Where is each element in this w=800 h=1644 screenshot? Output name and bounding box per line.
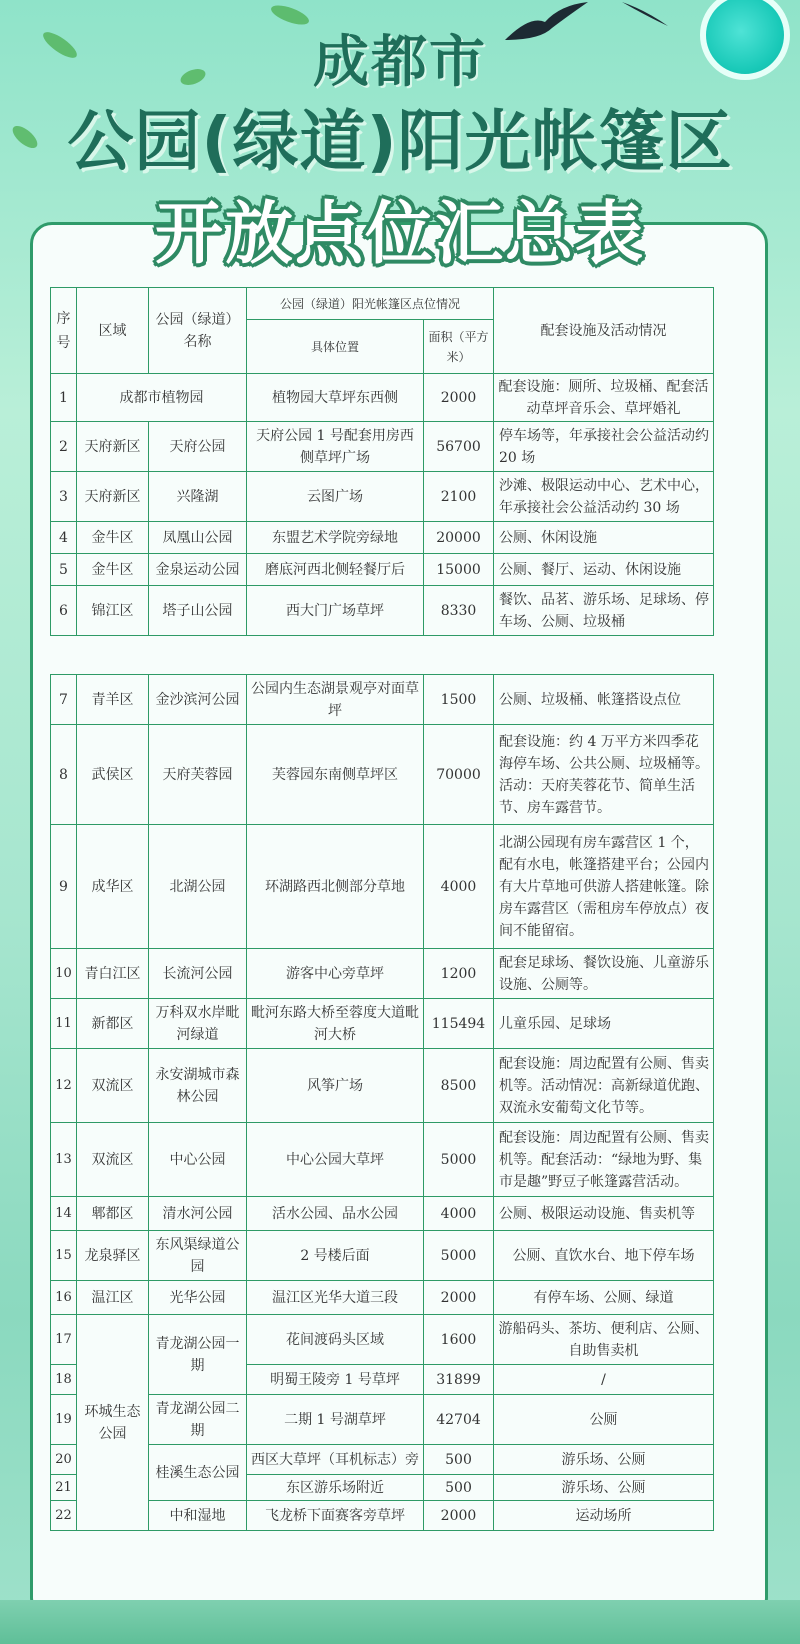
- table-row: [51, 1123, 714, 1197]
- row-area: 20000: [424, 522, 494, 554]
- row-facilities: 配套足球场、餐饮设施、儿童游乐设施、公厕等。: [494, 949, 714, 999]
- row-seq: 5: [51, 554, 77, 586]
- row-district: 金牛区: [77, 554, 149, 586]
- row-facilities: 游船码头、茶坊、便利店、公厕、自助售卖机: [494, 1315, 714, 1365]
- row-district: 武侯区: [77, 725, 149, 825]
- row-facilities: 公厕、休闲设施: [494, 522, 714, 554]
- row-park: 长流河公园: [149, 949, 247, 999]
- row-location: 云图广场: [247, 472, 424, 522]
- row-seq: 17: [51, 1315, 77, 1365]
- row-district: 环城生态公园: [77, 1315, 149, 1531]
- row-district: 龙泉驿区: [77, 1231, 149, 1281]
- table-row: [51, 999, 714, 1049]
- row-location: 西区大草坪（耳机标志）旁: [247, 1445, 424, 1475]
- row-location: 西大门广场草坪: [247, 586, 424, 636]
- header-location: 具体位置: [247, 320, 424, 374]
- row-seq: 14: [51, 1197, 77, 1231]
- table-row: [51, 725, 714, 825]
- title-summary: 开放点位汇总表: [154, 195, 645, 274]
- table-row: [51, 1315, 714, 1365]
- row-facilities: 配套设施：厕所、垃圾桶、配套活动草坪音乐会、草坪婚礼: [494, 374, 714, 422]
- row-park: 塔子山公园: [149, 586, 247, 636]
- row-facilities: 公厕、直饮水台、地下停车场: [494, 1231, 714, 1281]
- row-park: 中和湿地: [149, 1501, 247, 1531]
- row-location: 游客中心旁草坪: [247, 949, 424, 999]
- table-row: [51, 1281, 714, 1315]
- row-park: 桂溪生态公园: [149, 1445, 247, 1501]
- row-location: 花间渡码头区域: [247, 1315, 424, 1365]
- row-location: 温江区光华大道三段: [247, 1281, 424, 1315]
- row-park: 青龙湖公园二期: [149, 1395, 247, 1445]
- row-district: 锦江区: [77, 586, 149, 636]
- row-facilities: 公厕、餐厅、运动、休闲设施: [494, 554, 714, 586]
- row-facilities: 停车场等，年承接社会公益活动约 20 场: [494, 422, 714, 472]
- row-park: 永安湖城市森林公园: [149, 1049, 247, 1123]
- row-location: 天府公园 1 号配套用房西侧草坪广场: [247, 422, 424, 472]
- row-area: 1500: [424, 675, 494, 725]
- row-facilities: 运动场所: [494, 1501, 714, 1531]
- row-seq: 4: [51, 522, 77, 554]
- row-seq: 18: [51, 1365, 77, 1395]
- row-district: 成都市植物园: [77, 374, 247, 422]
- row-district: 新都区: [77, 999, 149, 1049]
- row-location: 环湖路西北侧部分草地: [247, 825, 424, 949]
- table-row: [51, 422, 714, 472]
- ground-decoration: [0, 1600, 800, 1644]
- summary-table-part2: [50, 674, 714, 1531]
- row-location: 二期 1 号湖草坪: [247, 1395, 424, 1445]
- row-district: 成华区: [77, 825, 149, 949]
- row-seq: 1: [51, 374, 77, 422]
- row-area: 70000: [424, 725, 494, 825]
- row-location: 中心公园大草坪: [247, 1123, 424, 1197]
- row-district: 天府新区: [77, 472, 149, 522]
- row-area: 2000: [424, 1501, 494, 1531]
- row-park: 金泉运动公园: [149, 554, 247, 586]
- table-row: [51, 586, 714, 636]
- row-park: 金沙滨河公园: [149, 675, 247, 725]
- row-seq: 3: [51, 472, 77, 522]
- row-location: 风筝广场: [247, 1049, 424, 1123]
- row-area: 15000: [424, 554, 494, 586]
- row-location: 活水公园、品水公园: [247, 1197, 424, 1231]
- row-area: 115494: [424, 999, 494, 1049]
- row-seq: 6: [51, 586, 77, 636]
- header-area: 面积（平方米）: [424, 320, 494, 374]
- row-area: 5000: [424, 1123, 494, 1197]
- row-facilities: /: [494, 1365, 714, 1395]
- row-park: 青龙湖公园一期: [149, 1315, 247, 1395]
- row-facilities: 餐饮、品茗、游乐场、足球场、停车场、公厕、垃圾桶: [494, 586, 714, 636]
- row-facilities: 有停车场、公厕、绿道: [494, 1281, 714, 1315]
- row-park: 天府芙蓉园: [149, 725, 247, 825]
- row-location: 芙蓉园东南侧草坪区: [247, 725, 424, 825]
- row-seq: 21: [51, 1475, 77, 1501]
- row-district: 天府新区: [77, 422, 149, 472]
- row-location: 飞龙桥下面赛客旁草坪: [247, 1501, 424, 1531]
- row-area: 8500: [424, 1049, 494, 1123]
- table-row: [51, 949, 714, 999]
- row-seq: 10: [51, 949, 77, 999]
- table-row: [51, 1445, 714, 1475]
- row-area: 2000: [424, 374, 494, 422]
- row-area: 2100: [424, 472, 494, 522]
- row-seq: 9: [51, 825, 77, 949]
- row-district: 双流区: [77, 1123, 149, 1197]
- table-row: [51, 1501, 714, 1531]
- table-row: [51, 472, 714, 522]
- row-seq: 15: [51, 1231, 77, 1281]
- row-location: 2 号楼后面: [247, 1231, 424, 1281]
- row-facilities: 公厕、极限运动设施、售卖机等: [494, 1197, 714, 1231]
- row-facilities: 配套设施：周边配置有公厕、售卖机等。配套活动：“绿地为野、集市是趣”野豆子帐篷露营活动。: [494, 1123, 714, 1197]
- title-city: 成都市: [313, 30, 487, 95]
- row-park: 北湖公园: [149, 825, 247, 949]
- table-row: [51, 554, 714, 586]
- row-area: 4000: [424, 1197, 494, 1231]
- row-location: 毗河东路大桥至蓉度大道毗河大桥: [247, 999, 424, 1049]
- table-row: [51, 374, 714, 422]
- row-seq: 13: [51, 1123, 77, 1197]
- table-row: [51, 522, 714, 554]
- table-row: [51, 1197, 714, 1231]
- row-area: 1600: [424, 1315, 494, 1365]
- row-district: 金牛区: [77, 522, 149, 554]
- header-facilities: 配套设施及活动情况: [494, 288, 714, 374]
- row-facilities: 公厕: [494, 1395, 714, 1445]
- row-location: 明蜀王陵旁 1 号草坪: [247, 1365, 424, 1395]
- row-seq: 7: [51, 675, 77, 725]
- row-district: 青白江区: [77, 949, 149, 999]
- row-district: 双流区: [77, 1049, 149, 1123]
- row-location: 公园内生态湖景观亭对面草坪: [247, 675, 424, 725]
- row-park: 东风渠绿道公园: [149, 1231, 247, 1281]
- row-area: 42704: [424, 1395, 494, 1445]
- row-district: 青羊区: [77, 675, 149, 725]
- table-row: [51, 675, 714, 725]
- row-location: 东盟艺术学院旁绿地: [247, 522, 424, 554]
- row-park: 万科双水岸毗河绿道: [149, 999, 247, 1049]
- row-facilities: 游乐场、公厕: [494, 1445, 714, 1475]
- table-row: [51, 825, 714, 949]
- header-district: 区域: [77, 288, 149, 374]
- row-area: 2000: [424, 1281, 494, 1315]
- row-seq: 22: [51, 1501, 77, 1531]
- row-park: 清水河公园: [149, 1197, 247, 1231]
- row-area: 500: [424, 1445, 494, 1475]
- row-area: 4000: [424, 825, 494, 949]
- row-location: 东区游乐场附近: [247, 1475, 424, 1501]
- header-group: 公园（绿道）阳光帐篷区点位情况: [247, 288, 494, 320]
- row-location: 植物园大草坪东西侧: [247, 374, 424, 422]
- header-seq: 序号: [51, 288, 77, 374]
- row-seq: 8: [51, 725, 77, 825]
- row-area: 500: [424, 1475, 494, 1501]
- row-seq: 11: [51, 999, 77, 1049]
- row-park: 光华公园: [149, 1281, 247, 1315]
- title-subject: 公园(绿道)阳光帐篷区: [67, 103, 733, 180]
- row-seq: 19: [51, 1395, 77, 1445]
- row-district: 郫都区: [77, 1197, 149, 1231]
- row-seq: 20: [51, 1445, 77, 1475]
- row-facilities: 配套设施：约 4 万平方米四季花海停车场、公共公厕、垃圾桶等。活动：天府芙蓉花节、简单生活节、房车露营节。: [494, 725, 714, 825]
- row-facilities: 北湖公园现有房车露营区 1 个，配有水电，帐篷搭建平台；公园内有大片草地可供游人搭建帐篷。除房车露营区（需租房车停放点）夜间不能留宿。: [494, 825, 714, 949]
- row-area: 8330: [424, 586, 494, 636]
- row-seq: 16: [51, 1281, 77, 1315]
- row-district: 温江区: [77, 1281, 149, 1315]
- row-facilities: 沙滩、极限运动中心、艺术中心，年承接社会公益活动约 30 场: [494, 472, 714, 522]
- row-park: 兴隆湖: [149, 472, 247, 522]
- header-park: 公园（绿道）名称: [149, 288, 247, 374]
- table-row: [51, 1231, 714, 1281]
- row-park: 凤凰山公园: [149, 522, 247, 554]
- row-facilities: 配套设施：周边配置有公厕、售卖机等。活动情况：高新绿道优跑、双流永安葡萄文化节等。: [494, 1049, 714, 1123]
- row-park: 天府公园: [149, 422, 247, 472]
- row-seq: 2: [51, 422, 77, 472]
- row-area: 31899: [424, 1365, 494, 1395]
- row-area: 1200: [424, 949, 494, 999]
- table-row: [51, 1395, 714, 1445]
- row-park: 中心公园: [149, 1123, 247, 1197]
- row-area: 56700: [424, 422, 494, 472]
- summary-table-part1: [50, 287, 714, 636]
- row-area: 5000: [424, 1231, 494, 1281]
- row-facilities: 游乐场、公厕: [494, 1475, 714, 1501]
- row-facilities: 儿童乐园、足球场: [494, 999, 714, 1049]
- row-facilities: 公厕、垃圾桶、帐篷搭设点位: [494, 675, 714, 725]
- table-row: [51, 1049, 714, 1123]
- row-location: 磨底河西北侧轻餐厅后: [247, 554, 424, 586]
- row-seq: 12: [51, 1049, 77, 1123]
